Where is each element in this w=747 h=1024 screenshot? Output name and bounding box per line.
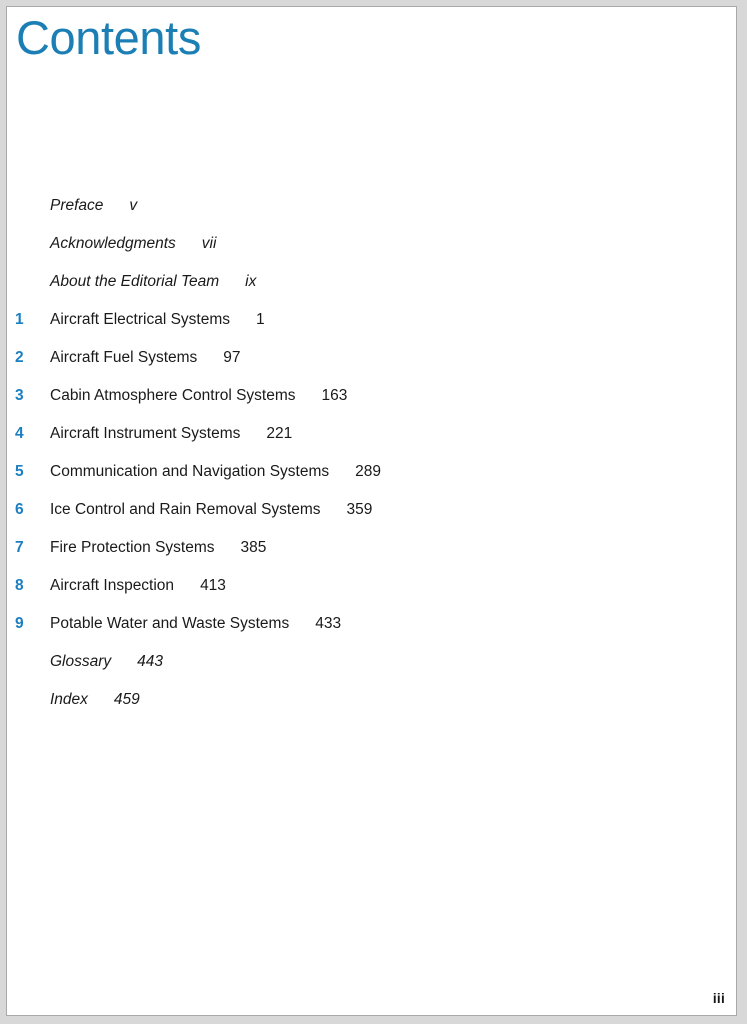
toc-entry-body bbox=[50, 263, 256, 301]
toc-entry-page-number: 97 bbox=[223, 349, 241, 366]
toc-entry-title: Preface bbox=[50, 197, 104, 214]
toc-entry[interactable] bbox=[7, 681, 736, 719]
toc-entry-body bbox=[50, 339, 241, 377]
document-page bbox=[6, 6, 737, 1016]
toc-entry-body bbox=[50, 453, 381, 491]
toc-entry-body bbox=[50, 681, 140, 719]
toc-entry-body bbox=[50, 491, 372, 529]
toc-entry-title: Ice Control and Rain Removal Systems bbox=[50, 501, 321, 518]
toc-entry-body bbox=[50, 187, 137, 225]
toc-entry-page-number: 459 bbox=[113, 691, 140, 708]
toc-entry[interactable] bbox=[7, 263, 736, 301]
toc-entry[interactable] bbox=[7, 415, 736, 453]
toc-entry-body bbox=[50, 567, 226, 605]
toc-entry-page-number: 1 bbox=[256, 311, 265, 328]
toc-entry-body bbox=[50, 377, 347, 415]
toc-entry-title: Glossary bbox=[50, 653, 112, 670]
chapter-number: 9 bbox=[15, 615, 24, 632]
toc-entry[interactable] bbox=[7, 567, 736, 605]
toc-entry[interactable] bbox=[7, 301, 736, 339]
toc-entry-title: Aircraft Inspection bbox=[50, 577, 175, 594]
toc-entry-title: Index bbox=[50, 691, 88, 708]
toc-entry-title: Acknowledgments bbox=[50, 235, 176, 252]
toc-entry-title: Cabin Atmosphere Control Systems bbox=[50, 387, 296, 404]
toc-entry-title: Aircraft Electrical Systems bbox=[50, 311, 231, 328]
toc-entry-page-number: 289 bbox=[355, 463, 382, 480]
toc-entry[interactable] bbox=[7, 339, 736, 377]
toc-entry-page-number: v bbox=[129, 197, 138, 214]
toc-entry-page-number: 359 bbox=[346, 501, 373, 518]
toc-entry-body bbox=[50, 643, 163, 681]
toc-entry[interactable] bbox=[7, 605, 736, 643]
toc-entry[interactable] bbox=[7, 643, 736, 681]
table-of-contents-list bbox=[7, 187, 736, 719]
toc-entry-body bbox=[50, 301, 265, 339]
toc-entry-title: Potable Water and Waste Systems bbox=[50, 615, 290, 632]
toc-entry[interactable] bbox=[7, 187, 736, 225]
toc-entry[interactable] bbox=[7, 225, 736, 263]
chapter-number: 2 bbox=[15, 349, 24, 366]
toc-entry-page-number: 163 bbox=[321, 387, 348, 404]
toc-entry-title: Communication and Navigation Systems bbox=[50, 463, 330, 480]
toc-entry-body bbox=[50, 605, 341, 643]
chapter-number: 3 bbox=[15, 387, 24, 404]
toc-entry-title: Aircraft Instrument Systems bbox=[50, 425, 241, 442]
toc-entry-page-number: 443 bbox=[137, 653, 164, 670]
toc-entry[interactable] bbox=[7, 529, 736, 567]
chapter-number: 6 bbox=[15, 501, 24, 518]
toc-entry[interactable] bbox=[7, 377, 736, 415]
toc-entry-body bbox=[50, 225, 216, 263]
toc-entry-title: Fire Protection Systems bbox=[50, 539, 215, 556]
toc-entry-page-number: vii bbox=[201, 235, 217, 252]
toc-entry-page-number: 385 bbox=[240, 539, 267, 556]
page-title: Contents bbox=[16, 11, 201, 64]
toc-entry[interactable] bbox=[7, 491, 736, 529]
toc-entry-page-number: 221 bbox=[266, 425, 293, 442]
toc-entry-page-number: 413 bbox=[200, 577, 226, 594]
chapter-number: 4 bbox=[15, 425, 24, 442]
chapter-number: 8 bbox=[15, 577, 24, 594]
toc-entry-page-number: ix bbox=[245, 273, 257, 290]
page-folio: iii bbox=[712, 991, 725, 1006]
toc-entry-title: About the Editorial Team bbox=[50, 273, 220, 290]
toc-entry-page-number: 433 bbox=[315, 615, 342, 632]
toc-entry-title: Aircraft Fuel Systems bbox=[50, 349, 198, 366]
toc-entry[interactable] bbox=[7, 453, 736, 491]
chapter-number: 5 bbox=[15, 463, 24, 480]
toc-entry-body bbox=[50, 529, 266, 567]
toc-entry-body bbox=[50, 415, 292, 453]
chapter-number: 1 bbox=[15, 311, 24, 328]
chapter-number: 7 bbox=[15, 539, 24, 556]
